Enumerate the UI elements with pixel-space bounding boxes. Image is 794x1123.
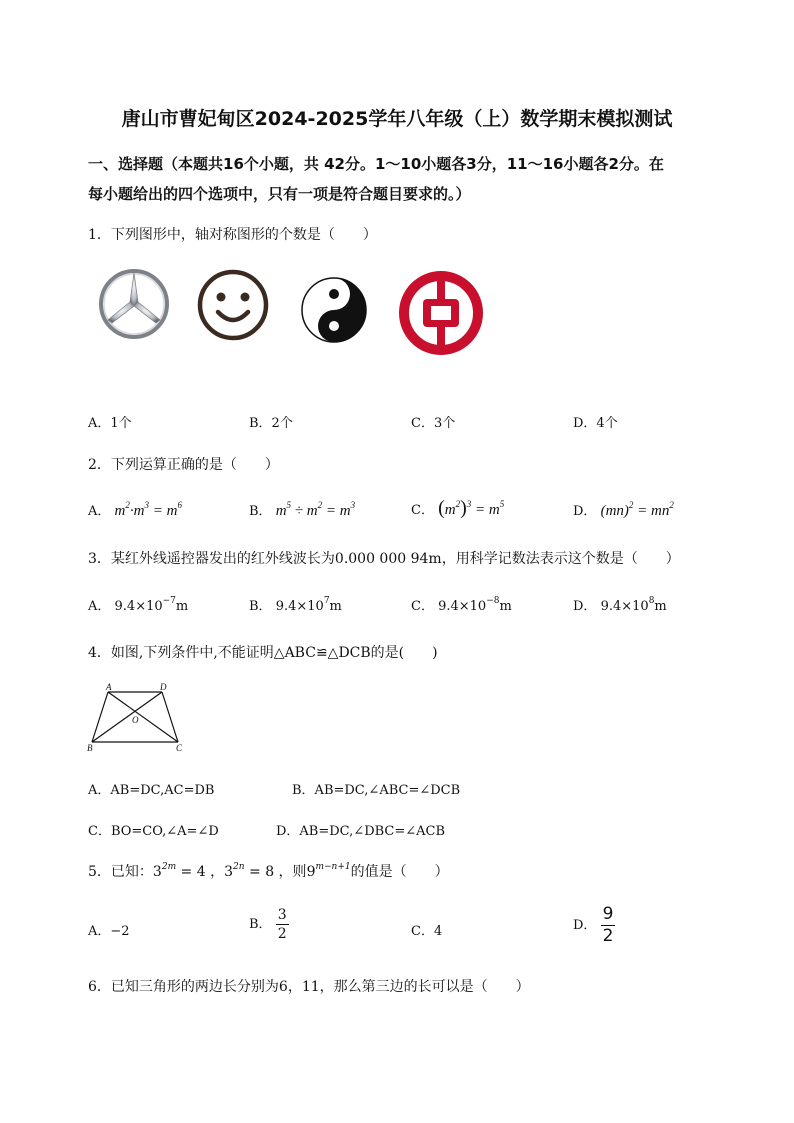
- vertex-d-label: D: [160, 682, 167, 692]
- smiley-face-icon: [196, 268, 270, 342]
- bank-of-china-logo-icon: [398, 270, 484, 356]
- question-3-stem: 3．某红外线遥控器发出的红外线波长为0.000 000 94m，用科学记数法表示这个数是（ ）: [88, 551, 680, 567]
- q2-option-c: C． $(m^2)^3 = m^5$: [411, 497, 505, 519]
- q1-option-a: A．1个: [88, 416, 132, 431]
- q5-option-b: B． $\frac{3}{2}$: [249, 907, 287, 942]
- section-heading-line1: 一、选择题（本题共16个小题，共 42分。1～10小题各3分，11～16小题各2分。在: [88, 155, 664, 173]
- q1-option-b: B．2个: [249, 416, 293, 431]
- yin-yang-icon: [300, 276, 368, 344]
- q3-option-b: B． $9.4\times 10^7m$: [249, 596, 342, 614]
- q3-option-c: C． $9.4\times 10^{-8}m$: [411, 596, 512, 614]
- triangle-figure: [84, 682, 188, 754]
- question-5-stem: 5．已知：$3^{2m} = 4$ ，$3^{2n} = 8$ ，则$9^{m-n+1}$的值是（ ）: [88, 862, 449, 880]
- vertex-a-label: A: [106, 682, 112, 692]
- question-4-stem: 4．如图,下列条件中,不能证明△ABC≌△DCB的是( ): [88, 645, 438, 661]
- q3-option-a: A． $9.4\times 10^{-7}m$: [88, 596, 189, 614]
- question-6-stem: 6．已知三角形的两边长分别为6，11，那么第三边的长可以是（ ）: [88, 979, 530, 995]
- q2-option-a: A． $m^2\cdot m^3 = m^6$: [88, 500, 182, 519]
- vertex-c-label: C: [176, 743, 183, 753]
- q1-option-c: C．3个: [411, 416, 456, 431]
- page-title: 唐山市曹妃甸区2024-2025学年八年级（上）数学期末模拟测试: [121, 108, 673, 130]
- q1-option-d: D．4个: [573, 416, 618, 431]
- q4-option-a: A．AB=DC,AC=DB: [88, 783, 215, 798]
- q5-option-a: A．−2: [88, 924, 130, 939]
- question-2-stem: 2．下列运算正确的是（ ）: [88, 457, 279, 473]
- q4-option-d: D．AB=DC,∠DBC=∠ACB: [276, 824, 446, 839]
- q4-option-c: C．BO=CO,∠A=∠D: [88, 824, 219, 839]
- vertex-b-label: B: [87, 743, 93, 753]
- q2-option-d: D． $(mn)^2 = mn^2$: [573, 500, 674, 519]
- q4-option-b: B．AB=DC,∠ABC=∠DCB: [292, 783, 461, 798]
- q3-option-d: D． $9.4\times 10^8m$: [573, 596, 667, 614]
- q2-option-b: B． $m^5 \div m^2 = m^3$: [249, 500, 356, 519]
- q5-option-c: C．4: [411, 924, 443, 939]
- vertex-o-label: O: [132, 715, 139, 725]
- question-1-stem: 1．下列图形中，轴对称图形的个数是（ ）: [88, 227, 377, 243]
- section-heading-line2: 每小题给出的四个选项中，只有一项是符合题目要求的。）: [88, 185, 471, 203]
- mercedes-logo-icon: [98, 268, 170, 340]
- q5-option-d: D． $\frac{9}{2}$: [573, 904, 614, 946]
